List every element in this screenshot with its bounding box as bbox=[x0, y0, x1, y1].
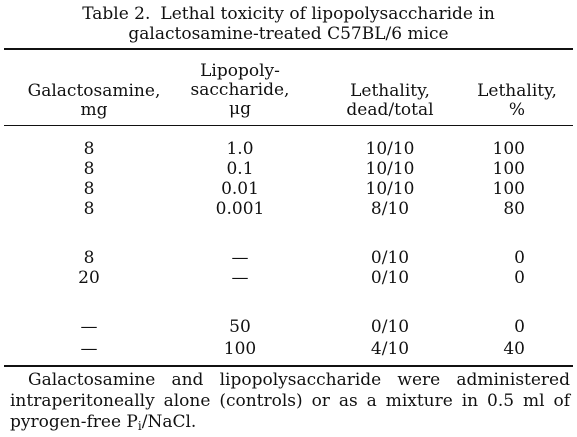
table-cell: 100 bbox=[492, 179, 525, 199]
header-unit: mg bbox=[80, 100, 108, 120]
header-unit: % bbox=[508, 100, 526, 120]
table-footnote bbox=[10, 370, 570, 437]
table-cell: 10/10 bbox=[365, 159, 415, 179]
table-cell: — bbox=[80, 339, 98, 359]
table-cell: 0 bbox=[514, 268, 525, 288]
table-cell: 50 bbox=[229, 317, 251, 337]
bottom-rule bbox=[4, 365, 573, 367]
header-unit: μg bbox=[229, 99, 251, 119]
table-cell: — bbox=[231, 268, 249, 288]
table-cell: 100 bbox=[492, 159, 525, 179]
header-unit: dead/total bbox=[346, 100, 434, 120]
table-cell: 8 bbox=[83, 159, 95, 179]
table-cell: 0/10 bbox=[370, 248, 410, 268]
table-cell: 8 bbox=[83, 199, 95, 219]
table-title-line-2: galactosamine-treated C57BL/6 mice bbox=[128, 24, 449, 44]
table-title-line-1: Lethal toxicity of lipopolysaccharide in bbox=[160, 4, 495, 24]
table-cell: 40 bbox=[503, 339, 525, 359]
table-cell: — bbox=[231, 248, 249, 268]
table-cell: 0.01 bbox=[221, 179, 259, 199]
table-cell: 1.0 bbox=[226, 139, 254, 159]
table-cell: 0/10 bbox=[370, 268, 410, 288]
table-cell: 10/10 bbox=[365, 179, 415, 199]
table-cell: 8 bbox=[83, 179, 95, 199]
footnote-end: /NaCl. bbox=[141, 412, 197, 432]
table-cell: 80 bbox=[503, 199, 525, 219]
header-text: Lipopoly- bbox=[200, 61, 280, 81]
header-text: Lethality, bbox=[350, 81, 430, 101]
table-number: Table 2. bbox=[82, 4, 151, 24]
table-cell: 0.001 bbox=[215, 199, 265, 219]
table-cell: 8 bbox=[83, 248, 95, 268]
header-text: Galactosamine, bbox=[27, 81, 161, 101]
table-cell: 20 bbox=[78, 268, 100, 288]
footnote-text: Galactosamine and lipopolysaccharide were administered intraperitoneally alone (controls) or as a mixture in 0.5 ml of pyrogen-free P bbox=[10, 370, 570, 432]
footnote-subscript: i bbox=[137, 419, 142, 433]
table-cell: 0/10 bbox=[370, 317, 410, 337]
table-cell: — bbox=[80, 317, 98, 337]
table-cell: 8 bbox=[83, 139, 95, 159]
table-cell: 0 bbox=[514, 317, 525, 337]
table-cell: 8/10 bbox=[370, 199, 410, 219]
table-cell: 0.1 bbox=[226, 159, 254, 179]
table-cell: 100 bbox=[223, 339, 257, 359]
table-cell: 4/10 bbox=[370, 339, 410, 359]
table-cell: 100 bbox=[492, 139, 525, 159]
table-cell: 10/10 bbox=[365, 139, 415, 159]
header-text: Lethality, bbox=[477, 81, 557, 101]
table-cell: 0 bbox=[514, 248, 525, 268]
header-text: saccharide, bbox=[190, 80, 290, 100]
